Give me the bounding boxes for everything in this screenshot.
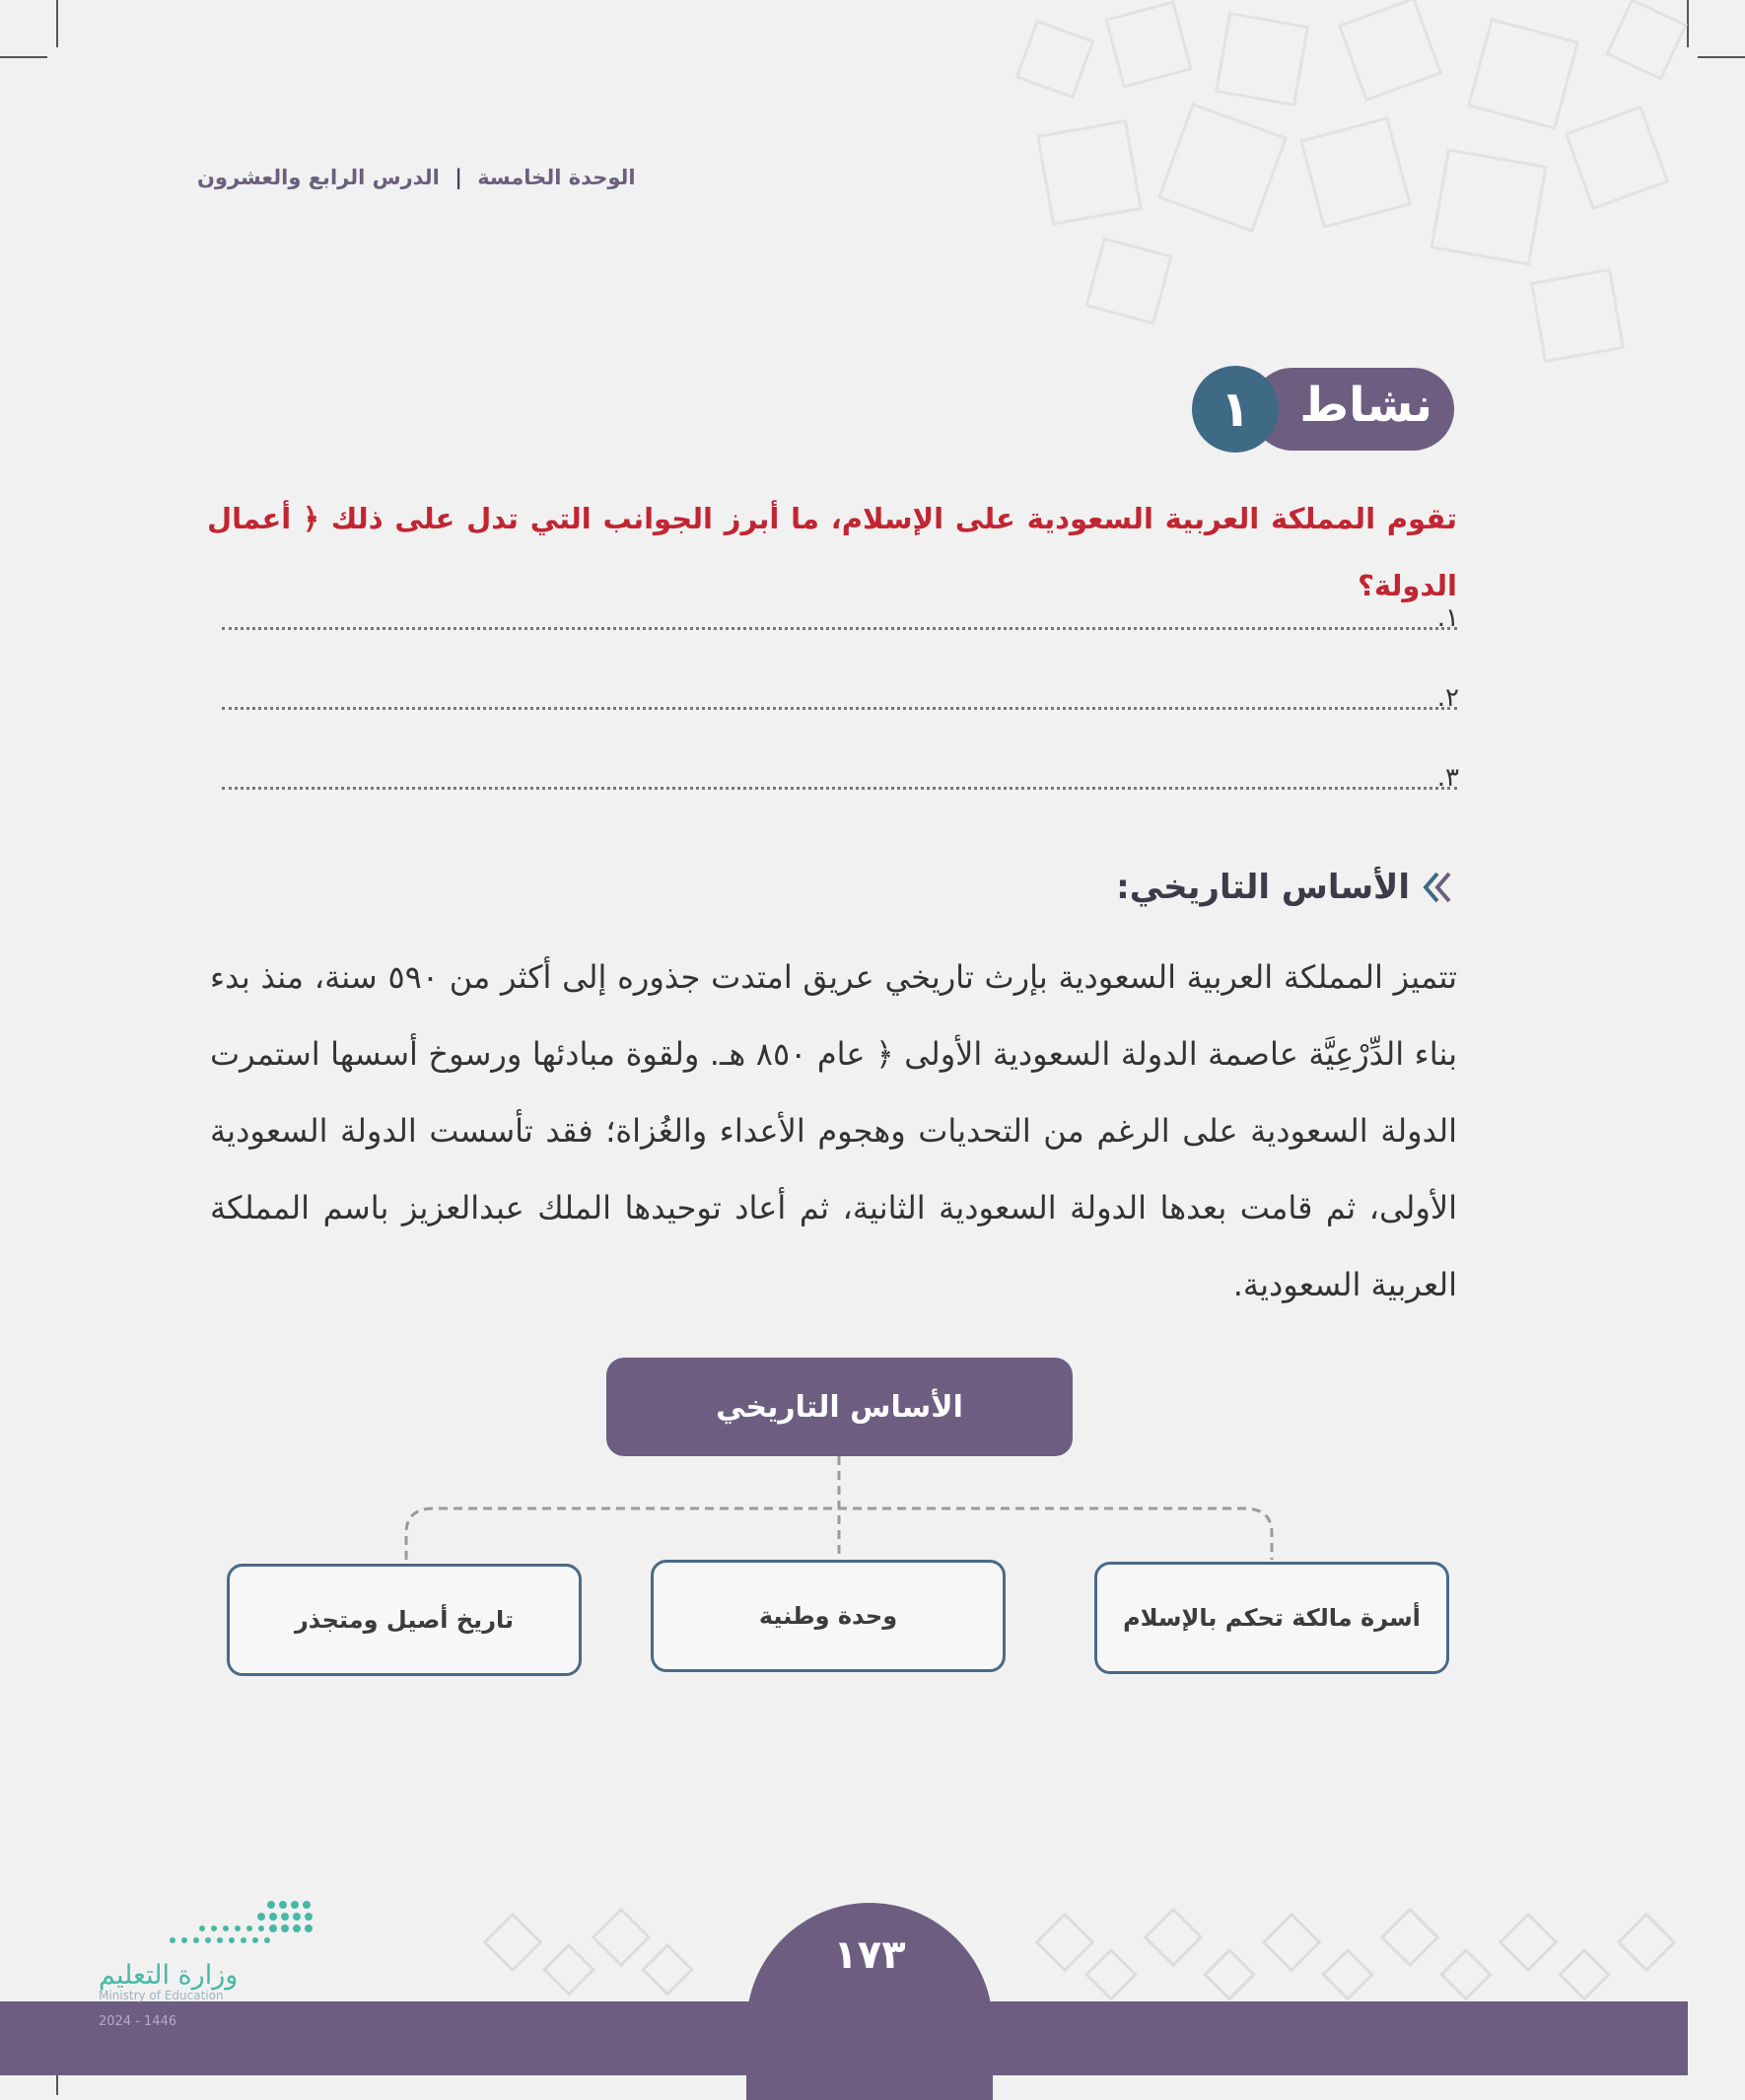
header-separator: | bbox=[454, 166, 462, 189]
answer-number: ٣. bbox=[1436, 763, 1459, 793]
activity-label: نشاط bbox=[1299, 378, 1432, 433]
diagram-child: تاريخ أصيل ومتجذر bbox=[227, 1564, 582, 1676]
edition-year: 2024 - 1446 bbox=[99, 2014, 177, 2029]
diagram-child: وحدة وطنية bbox=[651, 1560, 1006, 1672]
answer-number: ٢. bbox=[1436, 683, 1459, 713]
diagram-child: أسرة مالكة تحكم بالإسلام bbox=[1094, 1562, 1449, 1674]
footer-band bbox=[0, 2001, 1688, 2075]
answer-number: ١. bbox=[1436, 603, 1459, 633]
activity-question: تقوم المملكة العربية السعودية على الإسلام، ما أبرز الجوانب التي تدل على ذلك ﴿ أعمال الدولة؟ bbox=[207, 502, 1457, 602]
section-body: تتميز المملكة العربية السعودية بإرث تاريخي عريق امتدت جذوره إلى أكثر من ٥٩٠ سنة، منذ بدء بناء الدِّرْعِيَّة عاصمة الدولة السعودية الأولى ﴿ عام ٨٥٠ هـ. ولقوة مبادئها ورسوخ أسسها استمرت الدولة السعودية على الرغم من التحديات وهجوم الأعداء والغُزاة؛ فقد تأسست الدولة السعودية الأولى، ثم قامت بعدها الدولة السعودية الثانية، ثم أعاد توحيدها الملك عبدالعزيز باسم المملكة العربية السعودية. bbox=[210, 958, 1458, 1303]
diagram-root: الأساس التاريخي bbox=[606, 1358, 1073, 1456]
header-unit: الوحدة الخامسة bbox=[477, 166, 636, 189]
header-lesson: الدرس الرابع والعشرون bbox=[197, 166, 440, 189]
section-title: الأساس التاريخي: bbox=[1116, 868, 1410, 907]
activity-number: ١ bbox=[1192, 366, 1279, 453]
ministry-name: وزارة التعليم bbox=[99, 1960, 239, 1991]
page-number: ١٧٣ bbox=[833, 1932, 906, 1978]
ministry-name-en: Ministry of Education bbox=[99, 1989, 224, 2002]
